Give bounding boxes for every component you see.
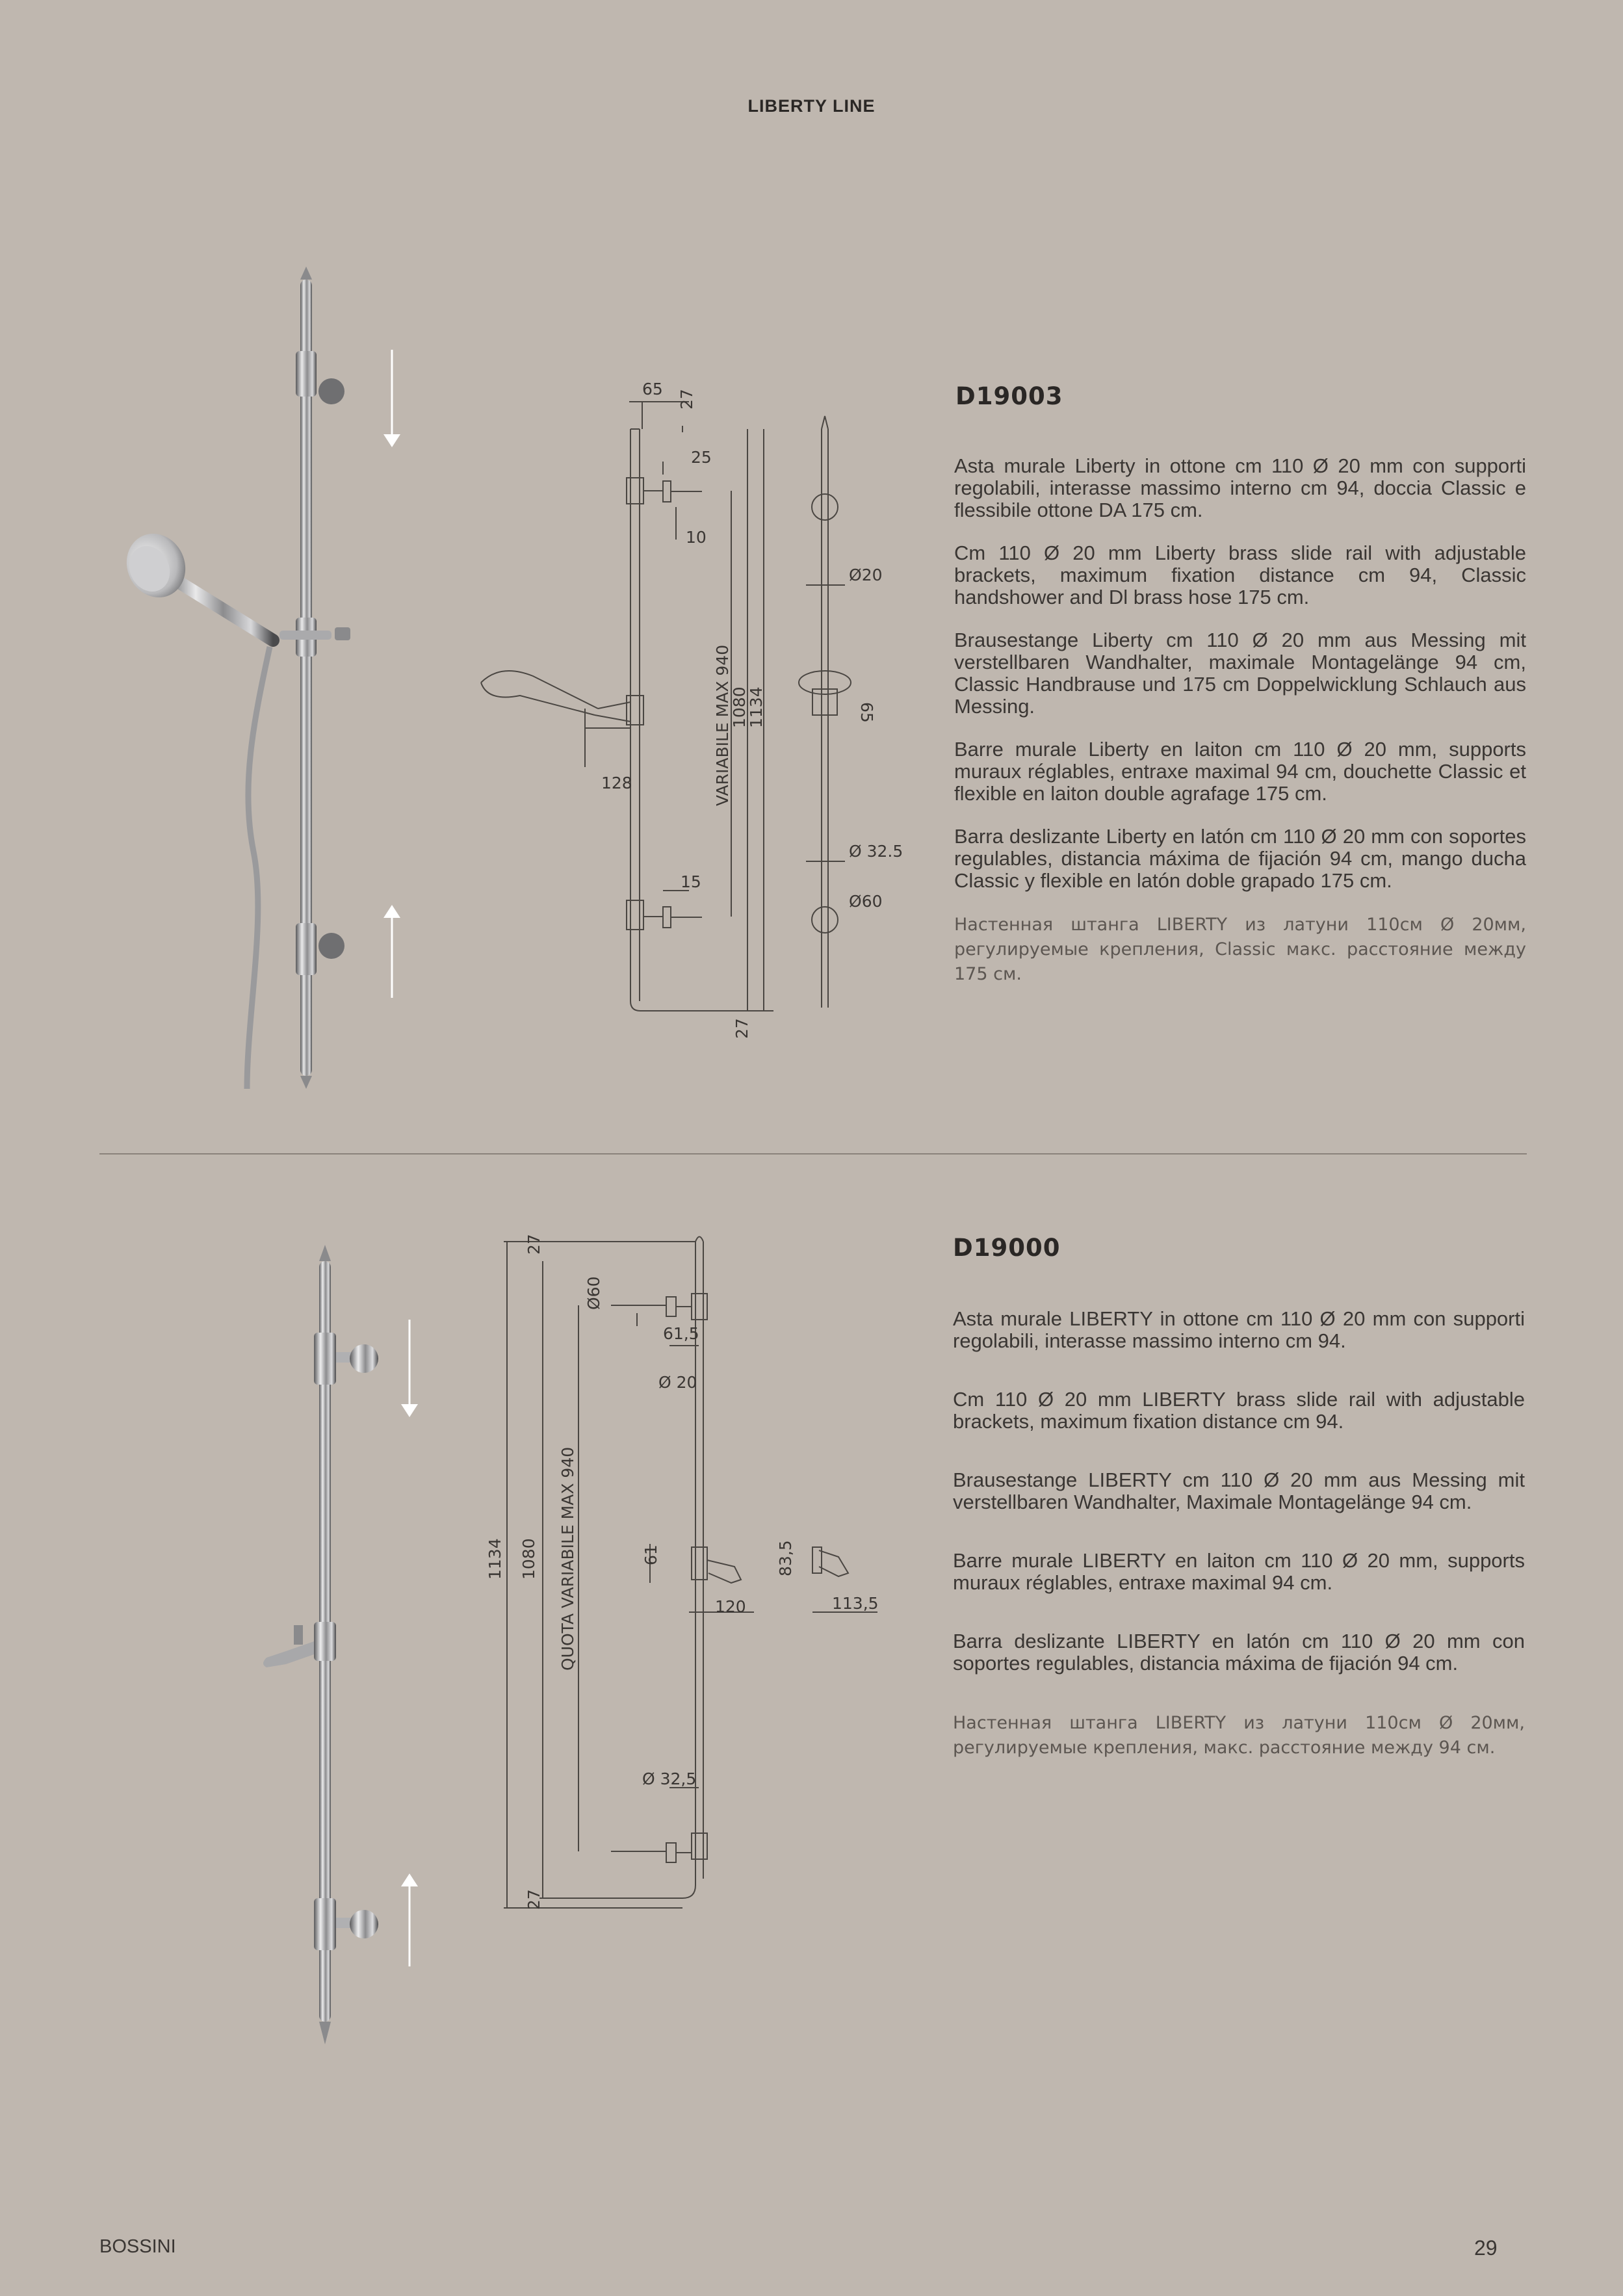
description-en: Cm 110 Ø 20 mm Liberty brass slide rail with adjustable brackets, maximum fixation distance cm 94, Classic handshower and Dl brass hose 175 cm. (954, 541, 1526, 608)
section-title: LIBERTY LINE (747, 96, 876, 116)
svg-text:1080: 1080 (730, 686, 749, 728)
product-photo-d19000 (260, 1242, 429, 2048)
description-it: Asta murale Liberty in ottone cm 110 Ø 20 mm con supporti regolabili, interasse massimo interno cm 94, doccia Classic e flessibile ottone DA 175 cm. (954, 454, 1526, 521)
svg-text:Ø60: Ø60 (584, 1276, 603, 1310)
product-description (954, 455, 1526, 1008)
footer-brand: BOSSINI (99, 2236, 176, 2257)
svg-text:Ø 32.5: Ø 32.5 (849, 842, 903, 861)
description-fr: Barre murale LIBERTY en laiton cm 110 Ø 20 mm, supports muraux réglables, entraxe maximal 94 cm. (953, 1549, 1525, 1594)
svg-text:Ø20: Ø20 (849, 566, 883, 584)
svg-text:120: 120 (715, 1597, 746, 1616)
description-de: Brausestange Liberty cm 110 Ø 20 mm aus Messing mit verstellbaren Wandhalter, maximale Montagelänge 94 cm, Classic Handbrause und 175 cm Doppelwicklung Schlauch aus Messing. (954, 629, 1526, 718)
svg-text:61,5: 61,5 (663, 1324, 699, 1343)
svg-text:1134: 1134 (486, 1538, 504, 1580)
description-it: Asta murale LIBERTY in ottone cm 110 Ø 20 mm con supporti regolabili, interasse massimo interno cm 94. (953, 1307, 1525, 1352)
page-number: 29 (1474, 2236, 1498, 2260)
description-de: Brausestange LIBERTY cm 110 Ø 20 mm aus Messing mit verstellbaren Wandhalter, Maximale Montagelänge 94 cm. (953, 1468, 1525, 1513)
svg-text:27: 27 (525, 1889, 543, 1910)
svg-text:Ø 32,5: Ø 32,5 (642, 1769, 697, 1788)
product-code: D19003 (955, 382, 1063, 410)
product-photo-d19003 (130, 267, 377, 1099)
description-en: Cm 110 Ø 20 mm LIBERTY brass slide rail with adjustable brackets, maximum fixation distance cm 94. (953, 1388, 1525, 1433)
svg-text:1080: 1080 (519, 1538, 538, 1580)
svg-text:1134: 1134 (747, 686, 766, 728)
svg-text:27: 27 (733, 1018, 751, 1039)
svg-text:61: 61 (642, 1545, 660, 1565)
svg-text:Ø60: Ø60 (849, 892, 883, 911)
svg-text:128: 128 (601, 774, 632, 792)
product-description (953, 1308, 1525, 1781)
svg-text:83,5: 83,5 (776, 1540, 795, 1576)
description-es: Barra deslizante Liberty en latón cm 110 Ø 20 mm con soportes regulables, distancia máxima de fijación 94 cm, mango ducha Classic y flexible en latón doble grapado 175 cm. (954, 825, 1526, 892)
svg-text:Ø 20: Ø 20 (658, 1373, 697, 1392)
svg-text:27: 27 (677, 389, 696, 410)
svg-text:65: 65 (642, 380, 663, 398)
svg-text:QUOTA VARIABILE MAX 940: QUOTA VARIABILE MAX 940 (558, 1446, 577, 1671)
description-es: Barra deslizante LIBERTY en latón cm 110 Ø 20 mm con soportes regulables, distancia máxima de fijación 94 cm. (953, 1630, 1525, 1675)
technical-drawing-d19003 (468, 377, 910, 1040)
technical-drawing-d19000 (474, 1229, 903, 1924)
svg-text:10: 10 (686, 528, 707, 547)
product-code: D19000 (953, 1234, 1061, 1262)
svg-text:27: 27 (525, 1234, 543, 1255)
section-divider (99, 1153, 1527, 1155)
svg-text:15: 15 (681, 872, 701, 891)
svg-text:113,5: 113,5 (832, 1594, 879, 1613)
description-ru: Настенная штанга LIBERTY из латуни 110см Ø 20мм, регулируемые крепления, Classic макс. расстояние между 175 см. (954, 915, 1526, 984)
svg-text:65: 65 (857, 702, 876, 723)
svg-text:VARIABILE MAX 940: VARIABILE MAX 940 (713, 644, 732, 806)
description-ru: Настенная штанга LIBERTY из латуни 110см Ø 20мм, регулируемые крепления, макс. расстояние между 94 см. (953, 1713, 1525, 1758)
description-fr: Barre murale Liberty en laiton cm 110 Ø 20 mm, supports muraux réglables, entraxe maximal 94 cm, douchette Classic et flexible en laiton double agrafage 175 cm. (954, 738, 1526, 805)
svg-text:25: 25 (691, 448, 712, 467)
